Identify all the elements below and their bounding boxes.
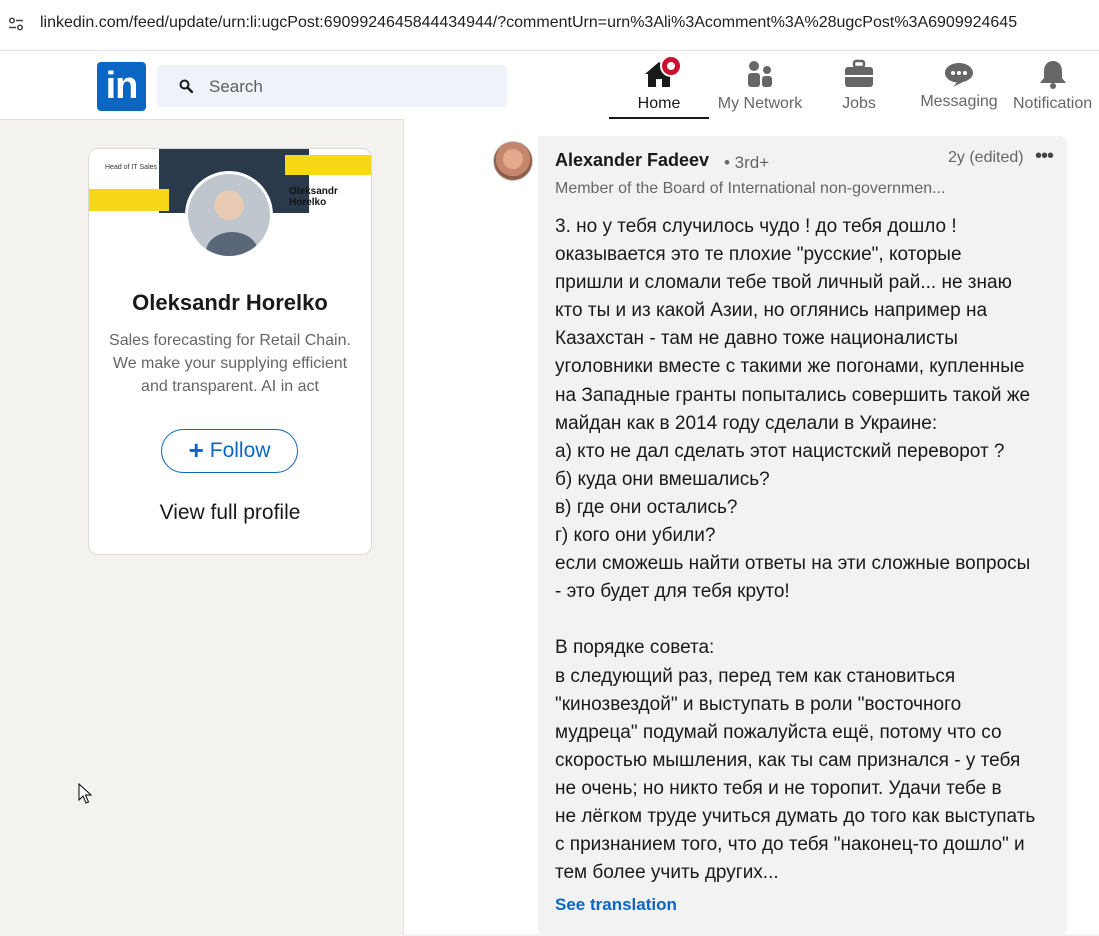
url-text[interactable]: linkedin.com/feed/update/urn:li:ugcPost:6909924645844434944/?commentUrn=urn%3Ali%3Acomment%3A%28ugcPost%3A6909924645 <box>40 14 1018 31</box>
mouse-cursor-icon <box>78 783 92 805</box>
follow-label: Follow <box>209 439 271 462</box>
nav-my-network[interactable] <box>710 51 810 119</box>
comment-time: 2y (edited) <box>948 149 1024 166</box>
nav-jobs[interactable] <box>809 51 909 119</box>
author-headline: Member of the Board of International non-governmen... <box>555 180 946 197</box>
comment-line: В порядке совета: <box>555 637 715 659</box>
comment-line: а) кто не дал сделать этот нацистский переворот ? <box>555 440 1005 462</box>
profile-description: Sales forecasting for Retail Chain. We make your supplying efficient and transparent. AI in act <box>109 332 351 395</box>
comment-line: 3. но у тебя случилось чудо ! до тебя дошло ! <box>555 216 957 237</box>
comment-line: Казахстан - там не давно тоже националисты <box>555 328 958 350</box>
comment-line: не очень; но никто тебя и не торопит. Удачи тебе в <box>555 777 1002 799</box>
briefcase-icon <box>843 59 875 89</box>
comment-line: не лёгком труде учиться думать до того как выступать <box>555 805 1036 827</box>
nav-home[interactable] <box>609 51 709 119</box>
main-feed <box>403 119 1099 934</box>
comment-line: если сможешь найти ответы на эти сложные вопросы <box>555 553 1031 575</box>
comment-line: пришли и сломали тебе твой личный рай... не знаю <box>555 272 1012 294</box>
comment-bubble <box>538 136 1067 936</box>
comment-text <box>555 213 1055 887</box>
profile-avatar[interactable] <box>185 171 273 259</box>
notification-badge <box>660 55 682 77</box>
banner-name: Oleksandr Horelko <box>289 186 338 208</box>
nav-label: Notification <box>1013 95 1093 112</box>
search-input[interactable] <box>207 65 501 109</box>
comment-line: оказывается это те плохие "русские", которые <box>555 244 962 266</box>
profile-card <box>88 148 372 555</box>
browser-url-bar[interactable] <box>0 0 1099 51</box>
comment-line: - это будет для тебя круто! <box>555 581 790 603</box>
linkedin-logo[interactable]: in <box>97 62 146 111</box>
search-icon <box>179 79 193 93</box>
comment-line: кто ты и из какой Азии, но оглянись например на <box>555 300 988 322</box>
comment-line <box>555 606 1055 634</box>
comment-line: г) кого они убили? <box>555 525 716 547</box>
nav-label: My Network <box>717 95 803 112</box>
comment-line: в) где они остались? <box>555 496 738 518</box>
comment-line: мудреца" подумай пожалуйста ещё, потому что со <box>555 721 1002 743</box>
nav-label: Home <box>637 95 681 112</box>
top-navigation <box>0 51 1099 120</box>
commenter-avatar[interactable] <box>493 141 533 181</box>
follow-button[interactable] <box>161 429 298 473</box>
connection-degree: • 3rd+ <box>724 153 770 172</box>
more-options-icon[interactable]: ••• <box>1035 145 1054 167</box>
messaging-icon <box>943 59 975 89</box>
comment-line: скоростью мышления, как ты сам признался - у тебя <box>555 749 1021 771</box>
nav-messaging[interactable] <box>909 51 1009 119</box>
search-box[interactable] <box>157 65 507 107</box>
comment-line: на Западные гранты попытались совершить такой же <box>555 384 1031 406</box>
nav-label: Jobs <box>842 95 876 112</box>
nav-notifications[interactable] <box>1007 51 1099 119</box>
comment-line: б) куда они вмешались? <box>555 468 770 490</box>
comment-line: "кинозвездой" и выступать в роли "восточного <box>555 693 962 715</box>
see-translation-link[interactable]: See translation <box>555 895 677 914</box>
comment-line: уголовники вместе с такими же погонами, купленные <box>555 356 1025 378</box>
profile-name[interactable]: Oleksandr Horelko <box>132 290 328 315</box>
comment-line: в следующий раз, перед тем как становиться <box>555 665 956 687</box>
my-network-icon <box>744 59 776 89</box>
banner-text: Head of IT Sales <box>105 164 158 171</box>
nav-label: Messaging <box>920 93 998 110</box>
comment-line: майдан как в 2014 году сделали в Украине: <box>555 412 938 434</box>
bell-icon <box>1037 59 1069 89</box>
comment-line: тем более учить других... <box>555 862 779 884</box>
comment-line: с признанием того, что до тебя "наконец-то дошло" и <box>555 834 1025 856</box>
comment-author[interactable]: Alexander Fadeev <box>555 150 710 170</box>
plus-icon: + <box>188 434 204 465</box>
site-settings-icon[interactable] <box>8 16 24 32</box>
view-full-profile-link[interactable]: View full profile <box>159 501 301 524</box>
